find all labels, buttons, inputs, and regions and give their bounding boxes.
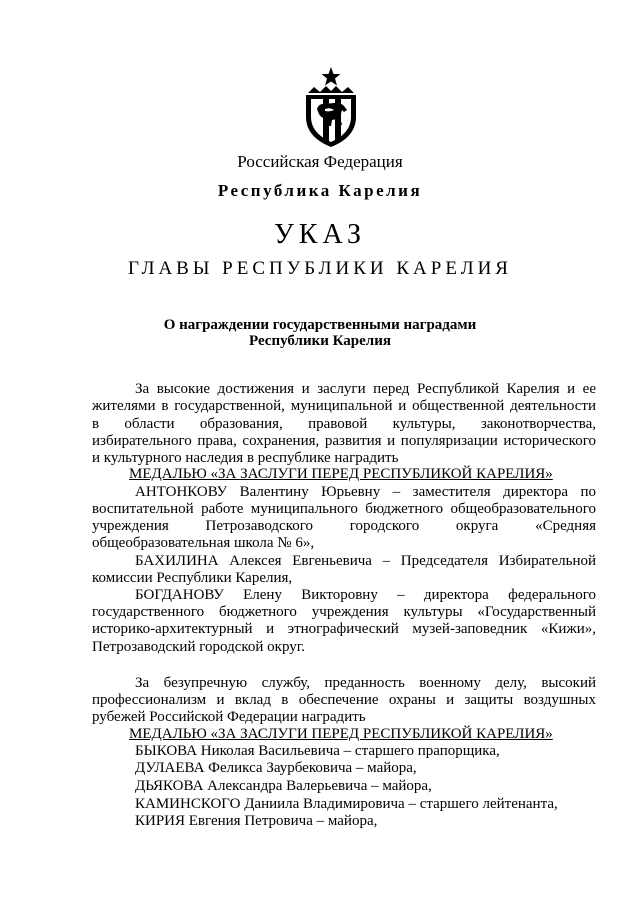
document-type: УКАЗ — [273, 219, 367, 250]
decree-title-line: Республики Карелия — [249, 333, 391, 349]
republic-name: Республика Карелия — [217, 181, 423, 200]
recipient-line: БАХИЛИНА Алексея Евгеньевича – Председателя Избирательной — [135, 553, 596, 569]
recipient-line: БЫКОВА Николая Васильевича – старшего прапорщика, — [135, 743, 500, 759]
paragraph-line: За безупречную службу, преданность военному делу, высокий — [135, 675, 596, 691]
recipient-line: БОГДАНОВУ Елену Викторовну – директора федерального — [135, 587, 596, 603]
paragraph-line: и культурного наследия в республике наградить — [92, 450, 399, 466]
recipient-line: государственного бюджетного учреждения культуры «Государственный — [92, 604, 596, 620]
recipient-line: воспитательной работе муниципального бюджетного общеобразовательного — [92, 501, 596, 517]
issuer: ГЛАВЫ РЕСПУБЛИКИ КАРЕЛИЯ — [128, 258, 512, 279]
recipient-line: ДЬЯКОВА Александра Валерьевича – майора, — [135, 778, 432, 794]
recipient-line: историко-архитектурный и этнографический музей-заповедник «Кижи», — [92, 621, 596, 637]
recipient-line: КАМИНСКОГО Даниила Владимировича – старшего лейтенанта, — [135, 796, 558, 812]
recipient-line: учреждения Петрозаводского городского округа «Средняя — [92, 518, 596, 534]
decree-title-line: О награждении государственными наградами — [163, 317, 477, 333]
paragraph-line: рубежей Российской Федерации наградить — [92, 709, 366, 725]
award-name: МЕДАЛЬЮ «ЗА ЗАСЛУГИ ПЕРЕД РЕСПУБЛИКОЙ КАРЕЛИЯ» — [129, 726, 553, 742]
recipient-line: комиссии Республики Карелия, — [92, 570, 293, 586]
award-name: МЕДАЛЬЮ «ЗА ЗАСЛУГИ ПЕРЕД РЕСПУБЛИКОЙ КАРЕЛИЯ» — [129, 466, 553, 482]
paragraph-line: За высокие достижения и заслуги перед Республикой Карелия и ее — [135, 381, 596, 397]
recipient-line: КИРИЯ Евгения Петровича – майора, — [135, 813, 378, 829]
karelia-coat-of-arms-icon — [300, 65, 362, 149]
paragraph-line: жителями в государственной, муниципальной и общественной деятельности — [92, 398, 596, 414]
recipient-line: Петрозаводский городской округ. — [92, 639, 305, 655]
paragraph-line: избирательного права, сохранения, развития и популяризации исторического — [92, 433, 596, 449]
country-name: Российская Федерация — [237, 152, 403, 171]
recipient-line: АНТОНКОВУ Валентину Юрьевну – заместителя директора по — [135, 484, 596, 500]
recipient-line: общеобразовательная школа № 6», — [92, 535, 315, 551]
paragraph-line: в области образования, правовой культуры, законотворчества, — [92, 416, 596, 432]
paragraph-line: профессионализм и вклад в обеспечение охраны и защиты воздушных — [92, 692, 596, 708]
recipient-line: ДУЛАЕВА Феликса Заурбековича – майора, — [135, 760, 417, 776]
